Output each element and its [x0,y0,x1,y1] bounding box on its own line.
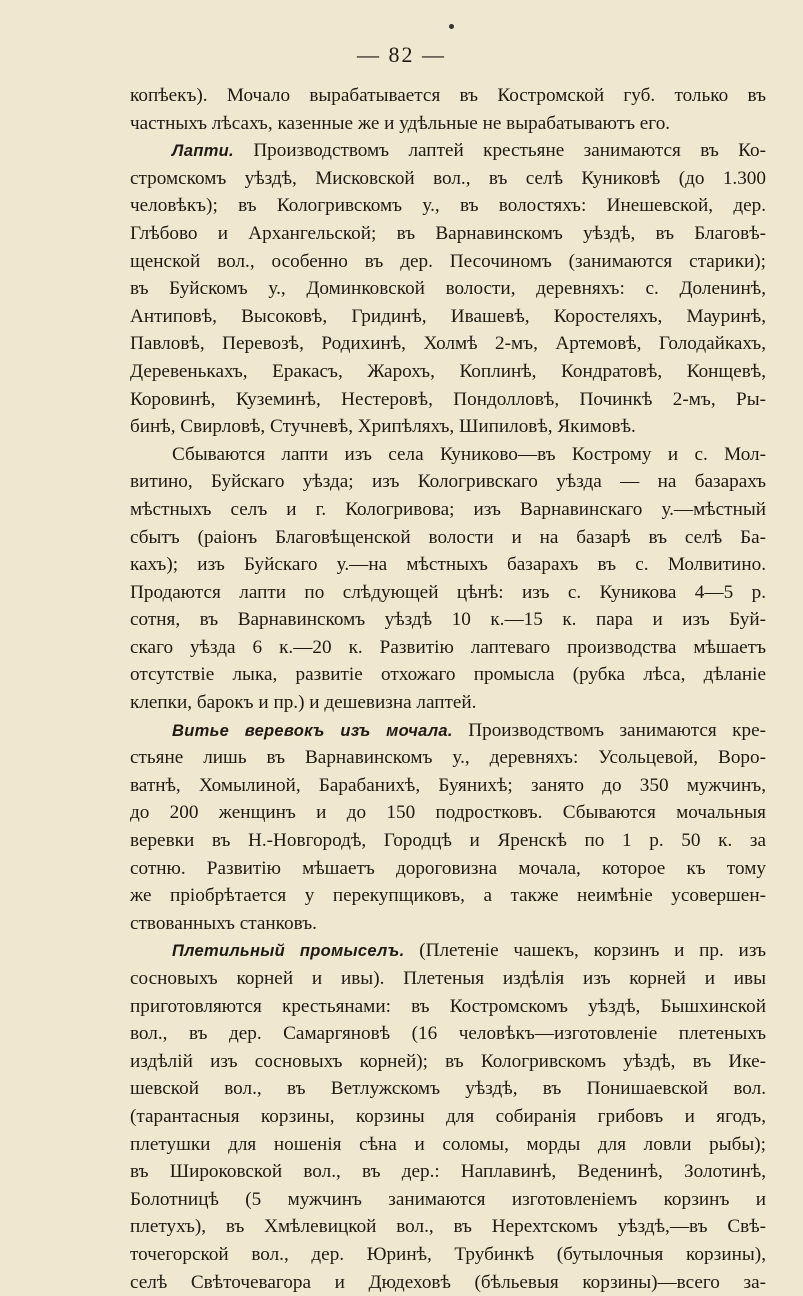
text-line: бинѣ, Свирловѣ, Стучневѣ, Хрипѣляхъ, Шипиловѣ, Якимовѣ. [130,416,636,438]
text-line: до 200 женщинъ и до 150 подростковъ. Сбываются мочальныя [130,802,766,824]
text-line: витино, Буйскаго уѣзда; изъ Кологривскаго уѣзда — на базарахъ [130,471,766,493]
text-line: въ Буйскомъ у., Доминковской волости, деревняхъ: с. Доленинѣ, [130,278,766,300]
text-line: частныхъ лѣсахъ, казенные же и удѣльные не вырабатываютъ его. [130,112,671,134]
text-line: въ Широковской вол., въ дер.: Наплавинѣ, Веденинѣ, Золотинѣ, [130,1161,766,1183]
text-line: шевской вол., въ Ветлужскомъ уѣздѣ, въ Понишаевской вол. [130,1078,766,1100]
text-line: Коровинѣ, Куземинѣ, Нестеровѣ, Пондолловѣ, Починкѣ 2-мъ, Ры- [130,388,766,410]
text-line: веревки въ Н.-Новгородѣ, Городцѣ и Яренскѣ по 1 р. 50 к. за [130,830,766,852]
text-line: издѣлій изъ сосновыхъ корней); въ Кологривскомъ уѣздѣ, въ Ике- [130,1050,766,1072]
text-line: ватнѣ, Хомылиной, Барабанихѣ, Буянихѣ; занято до 350 мужчинъ, [130,774,766,796]
text-line: же пріобрѣтается у перекупщиковъ, а также неимѣніе усовершен- [130,885,766,907]
text-line: Антиповѣ, Высоковѣ, Гридинѣ, Ивашевѣ, Коростеляхъ, Мауринѣ, [130,305,766,327]
text-line: плетухъ), въ Хмѣлевицкой вол., въ Нерехтскомъ уѣздѣ,—въ Свѣ- [130,1216,766,1238]
text-run: (Плетеніе чашекъ, корзинъ и пр. изъ [404,940,766,962]
text-line: стромскомъ уѣздѣ, Мисковской вол., въ селѣ Куниковѣ (до 1.300 [130,167,766,189]
section-heading: Плетильный промыселъ. [172,942,405,961]
text-line [130,717,766,745]
text-line: клепки, барокъ и пр.) и дешевизна лаптей. [130,692,477,714]
page-number: — 82 — [357,42,446,67]
text-line: Продаются лапти по слѣдующей цѣнѣ: изъ с. Куникова 4—5 р. [130,581,766,603]
text-line [130,937,766,965]
text-line: Сбываются лапти изъ села Куниково—въ Кострому и с. Мол- [172,443,766,465]
body-text [130,82,766,1296]
text-run: Производствомъ лаптей крестьяне занимаются въ Ко- [233,140,766,162]
text-run: Производствомъ занимаются кре- [452,719,766,741]
text-line: Деревенькахъ, Еракасъ, Жарохъ, Коплинѣ, Кондратовѣ, Конщевѣ, [130,360,766,382]
text-line: Павловѣ, Перевозѣ, Родихинѣ, Холмѣ 2-мъ, Артемовѣ, Голодайкахъ, [130,333,766,355]
text-line: скаго уѣзда 6 к.—20 к. Развитію лаптеваго производства мѣшаетъ [130,636,766,658]
text-line: копѣекъ). Мочало вырабатывается въ Костромской губ. только въ [130,85,766,106]
text-line: Болотницѣ (5 мужчинъ занимаются изготовленіемъ корзинъ и [130,1188,766,1210]
text-line: селѣ Свѣточевагора и Дюдеховѣ (бѣльевыя корзины)—всего за- [130,1271,766,1293]
text-line: стьяне лишь въ Варнавинскомъ у., деревняхъ: Усольцевой, Воро- [130,747,766,769]
section-heading: Витье веревокъ изъ мочала. [172,721,453,740]
text-line: кахъ); изъ Буйскаго у.—на мѣстныхъ базарахъ въ с. Молвитино. [130,554,766,576]
text-line: сосновыхъ корней и ивы). Плетеныя издѣлія изъ корней и ивы [130,968,766,989]
text-line: сотню. Развитію мѣшаетъ дороговизна мочала, которое къ тому [130,857,766,879]
text-line: плетушки для ношенія сѣна и соломы, морды для ловли рыбы); [130,1133,766,1155]
printer-dot [449,24,454,29]
text-line: мѣстныхъ селъ и г. Кологривова; изъ Варнавинскаго у.—мѣстный [130,498,766,520]
text-line: сотня, въ Варнавинскомъ уѣздѣ 10 к.—15 к. пара и изъ Буй- [130,609,766,631]
text-line: приготовляются крестьянами: въ Костромскомъ уѣздѣ, Бышхинской [130,995,766,1017]
text-line: щенской вол., особенно въ дер. Песочиномъ (занимаются старики); [130,250,766,272]
text-line: человѣкъ); въ Кологривскомъ у., въ волостяхъ: Инешевской, дер. [130,195,766,217]
text-line: ствованныхъ станковъ. [130,912,317,934]
text-line: (тарантасныя корзины, корзины для собиранія грибовъ и ягодъ, [130,1105,766,1127]
text-line: отсутствіе лыка, развитіе отхожаго промысла (рубка лѣса, дѣланіе [130,664,766,686]
text-line: вол., въ дер. Самаргяновѣ (16 человѣкъ—изготовленіе плетеныхъ [130,1023,766,1045]
text-line: сбытъ (раіонъ Благовѣщенской волости и на базарѣ въ селѣ Ба- [130,526,766,548]
text-line: Глѣбово и Архангельской; въ Варнавинскомъ уѣздѣ, въ Благовѣ- [130,222,766,244]
section-heading: Лапти. [172,142,234,161]
text-line [130,137,766,165]
text-line: точегорской вол., дер. Юринѣ, Трубинкѣ (бутылочныя корзины), [130,1243,766,1265]
